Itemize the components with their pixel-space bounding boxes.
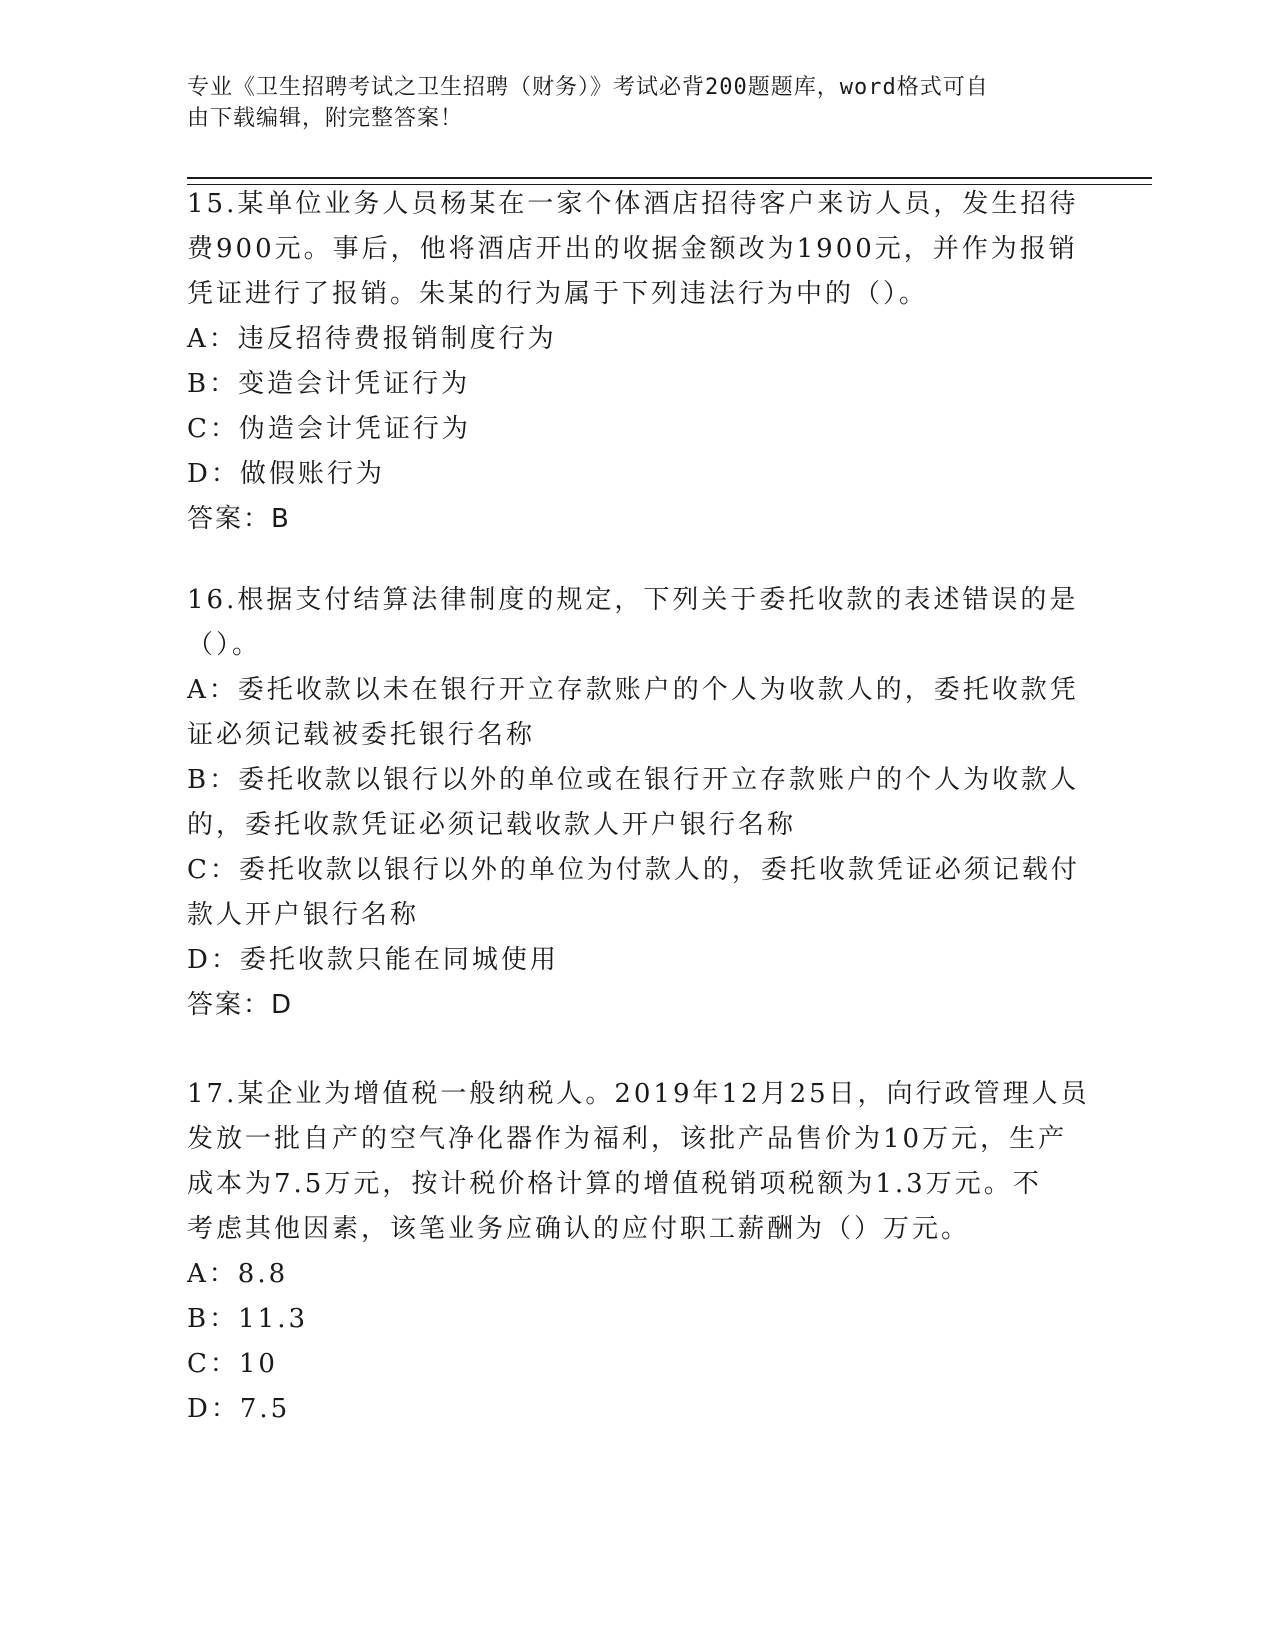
question-stem-line: 16.根据支付结算法律制度的规定，下列关于委托收款的表述错误的是: [187, 585, 1079, 615]
question-stem-line: （）。: [187, 630, 262, 660]
header-line-2: 由下载编辑，附完整答案！: [187, 106, 464, 131]
question-stem-line: 15.某单位业务人员杨某在一家个体酒店招待客户来访人员，发生招待: [187, 189, 1079, 219]
option-c: C：委托收款以银行以外的单位为付款人的，委托收款凭证必须记载付: [187, 855, 1080, 885]
option-d: D：委托收款只能在同城使用: [187, 945, 559, 975]
option-c: C：伪造会计凭证行为: [187, 414, 471, 444]
question-stem-line: 成本为7.5万元，按计税价格计算的增值税销项税额为1.3万元。不: [187, 1169, 1042, 1199]
option-b: B：委托收款以银行以外的单位或在银行开立存款账户的个人为收款人: [187, 765, 1080, 795]
question-stem-line: 17.某企业为增值税一般纳税人。2019年12月25日，向行政管理人员: [187, 1079, 1090, 1109]
option-a: A：8.8: [187, 1259, 289, 1289]
option-b: B：变造会计凭证行为: [187, 369, 471, 399]
answer-line: 答案：D: [187, 990, 294, 1020]
document-header: [187, 72, 1067, 134]
option-b: B：11.3: [187, 1304, 308, 1334]
option-c: C：10: [187, 1349, 278, 1379]
answer-line: 答案：B: [187, 504, 291, 534]
option-c-continued: 款人开户银行名称: [187, 900, 420, 930]
option-d: D：7.5: [187, 1394, 291, 1424]
option-a: A：违反招待费报销制度行为: [187, 324, 557, 354]
option-b-continued: 的，委托收款凭证必须记载收款人开户银行名称: [187, 810, 797, 840]
option-d: D：做假账行为: [187, 459, 385, 489]
question-17: [187, 1072, 1090, 1432]
question-15: [187, 182, 1077, 542]
question-stem-line: 凭证进行了报销。朱某的行为属于下列违法行为中的（）。: [187, 279, 929, 309]
option-a-continued: 证必须记载被委托银行名称: [187, 720, 536, 750]
header-divider-thick: [187, 177, 1152, 179]
question-stem-line: 考虑其他因素，该笔业务应确认的应付职工薪酬为（）万元。: [187, 1214, 971, 1244]
header-line-1: 专业《卫生招聘考试之卫生招聘（财务）》考试必背200题题库，word格式可自: [187, 75, 989, 100]
question-stem-line: 费900元。事后，他将酒店开出的收据金额改为1900元，并作为报销: [187, 234, 1078, 264]
question-16: [187, 578, 1080, 1028]
option-a: A：委托收款以未在银行开立存款账户的个人为收款人的，委托收款凭: [187, 675, 1079, 705]
question-stem-line: 发放一批自产的空气净化器作为福利，该批产品售价为10万元，生产: [187, 1124, 1068, 1154]
